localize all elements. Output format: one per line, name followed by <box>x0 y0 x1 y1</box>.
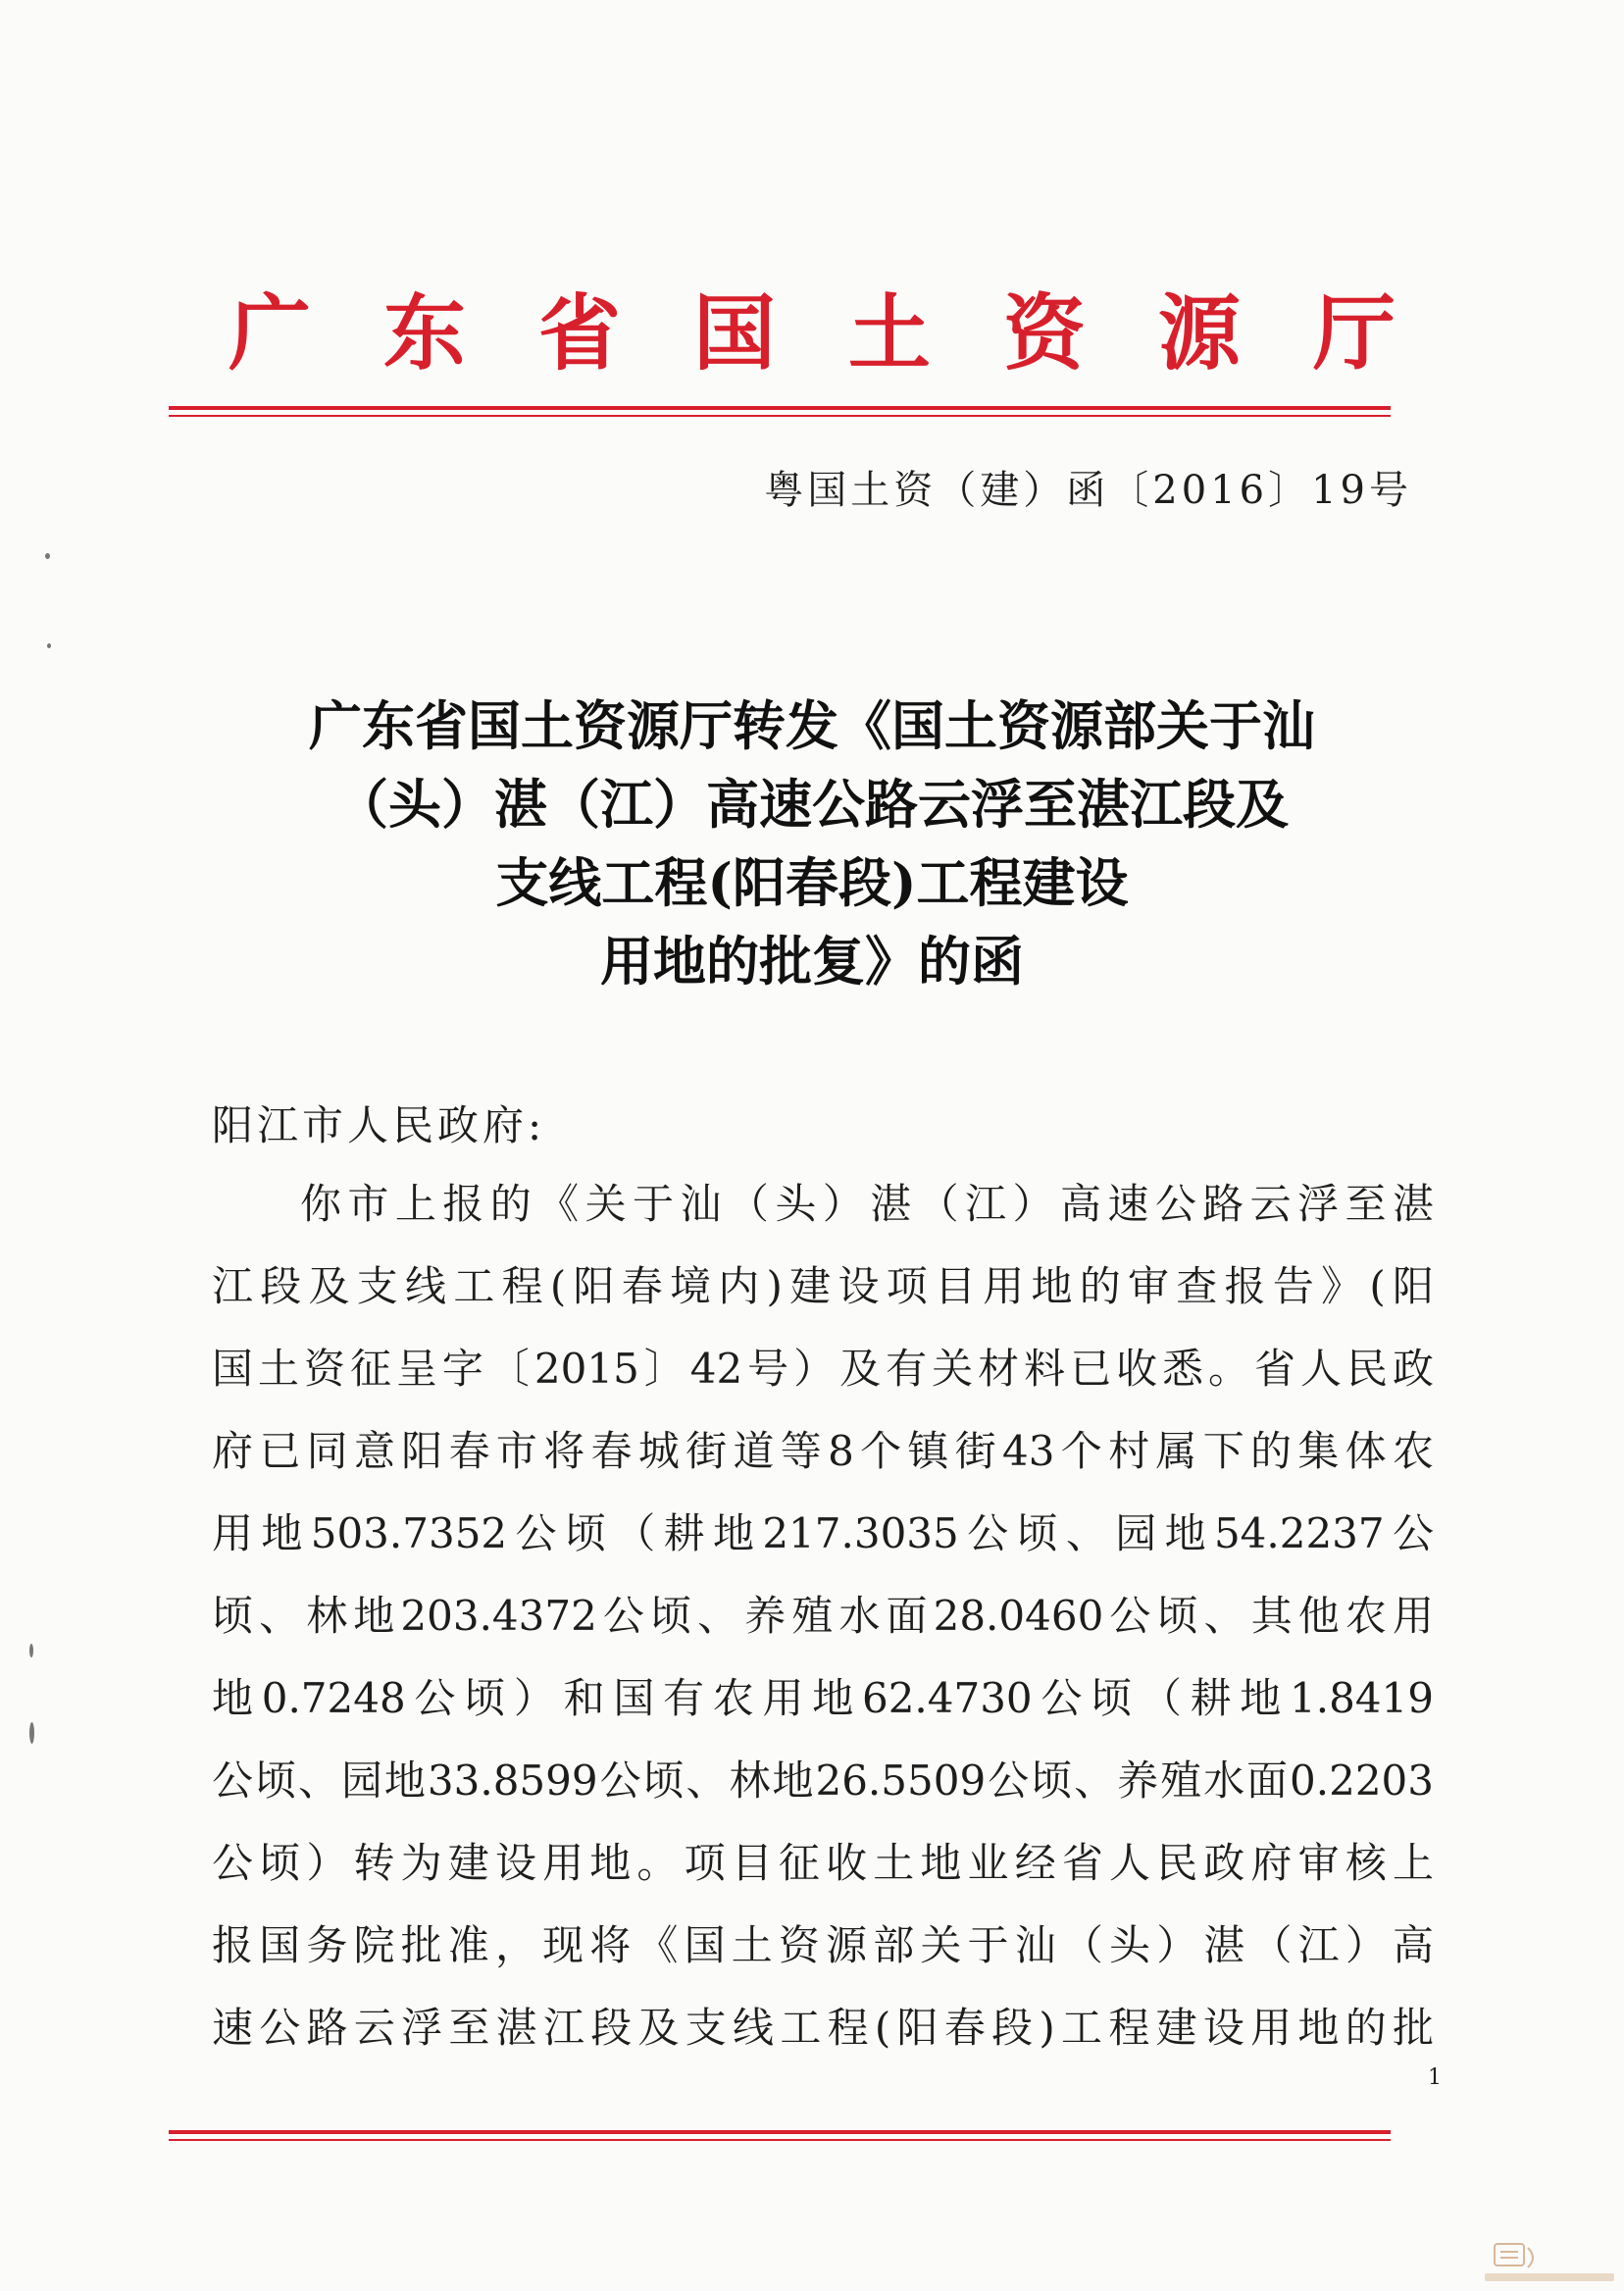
body-line: 江段及支线工程(阳春境内)建设项目用地的审查报告》(阳 <box>212 1262 1434 1310</box>
footer-red-rule-thin <box>169 2139 1391 2141</box>
scan-speck <box>45 553 50 559</box>
body-line: 你市上报的《关于汕（头）湛（江）高速公路云浮至湛 <box>300 1180 1434 1228</box>
letterhead-red-rule <box>169 406 1391 410</box>
site-watermark-logo <box>1481 2240 1618 2285</box>
body-line: 公顷）转为建设用地。项目征收土地业经省人民政府审核上 <box>212 1839 1434 1887</box>
addressee: 阳江市人民政府: <box>212 1101 546 1149</box>
letterhead-issuer: 广东省国土资源厅 <box>228 285 1468 382</box>
scan-speck <box>29 1644 33 1657</box>
document-title <box>0 687 1624 1000</box>
body-line: 公顷、园地33.8599公顷、林地26.5509公顷、养殖水面0.2203 <box>212 1756 1434 1805</box>
body-line: 顷、林地203.4372公顷、养殖水面28.0460公顷、其他农用 <box>212 1592 1434 1640</box>
body-line: 用地503.7352公顷（耕地217.3035公顷、园地54.2237公 <box>212 1509 1434 1557</box>
title-line: （头）湛（江）高速公路云浮至湛江段及 <box>335 773 1289 836</box>
body-line: 速公路云浮至湛江段及支线工程(阳春段)工程建设用地的批 <box>212 2004 1434 2052</box>
title-line: 用地的批复》的函 <box>600 930 1024 993</box>
footer-red-rule <box>169 2130 1391 2134</box>
scan-speck <box>47 643 51 648</box>
page-number: 1 <box>1428 2065 1442 2090</box>
letterhead-red-rule-thin <box>169 415 1391 417</box>
body-line: 府已同意阳春市将春城街道等8个镇街43个村属下的集体农 <box>212 1427 1434 1475</box>
watermark-icon <box>1481 2240 1618 2285</box>
body-line: 国土资征呈字〔2015〕42号）及有关材料已收悉。省人民政 <box>212 1345 1434 1393</box>
body-text <box>212 1175 1434 2081</box>
document-number: 粤国土资（建）函〔2016〕19号 <box>764 468 1412 513</box>
title-line: 支线工程(阳春段)工程建设 <box>495 851 1129 914</box>
title-line: 广东省国土资源厅转发《国土资源部关于汕 <box>309 694 1315 757</box>
body-line: 地0.7248公顷）和国有农用地62.4730公顷（耕地1.8419 <box>212 1674 1434 1722</box>
scan-speck <box>29 1722 34 1744</box>
body-line: 报国务院批准，现将《国土资源部关于汕（头）湛（江）高 <box>212 1921 1434 1969</box>
